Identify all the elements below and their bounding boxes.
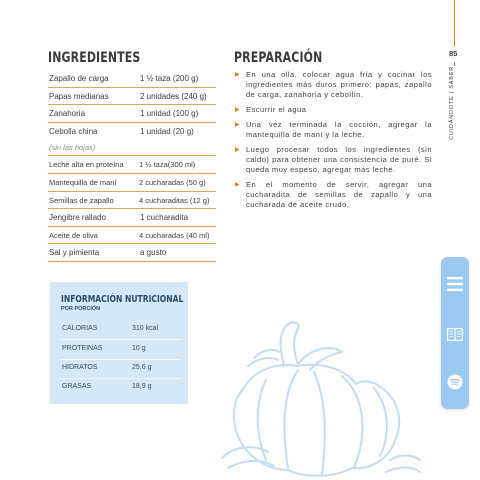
ingredients-table	[48, 70, 216, 262]
nutrition-row	[60, 378, 181, 397]
ingredient-name: Sal y pimienta	[49, 248, 100, 258]
ingredient-name: Jengibre rallado	[49, 213, 106, 223]
page-number: 85	[449, 49, 458, 58]
step-text: Escurrir el agua	[246, 105, 307, 114]
ingredient-row	[48, 174, 216, 192]
preparation-step	[234, 120, 432, 140]
bullet-icon: ▶	[235, 72, 241, 78]
step-text: Luego procesar todos los ingredientes (sin caldo) para obtener una consistencia de puré. Si queda muy espeso, agregar más leche.	[246, 145, 432, 174]
ingredient-qty: 1 unidad (20 g)	[140, 126, 194, 136]
page-accent-line	[454, 0, 455, 46]
nutrition-label: GRASAS	[62, 383, 92, 390]
bullet-icon: ▶	[235, 122, 241, 128]
nutrition-title: INFORMACIÓN NUTRICIONAL	[61, 294, 184, 305]
ingredient-qty: a gusto	[140, 248, 167, 258]
ingredient-note: (sin las hojas)	[49, 143, 96, 153]
ingredient-qty: 1 ½ taza(300 ml)	[139, 160, 196, 170]
ingredient-row	[48, 88, 216, 106]
preparation-steps	[234, 70, 432, 210]
ingredient-qty: 4 cucharadas (40 ml)	[139, 230, 210, 240]
step-text: Una vez terminada la cocción, agregar la mantequilla de maní y la leche.	[246, 120, 432, 139]
preparation-step	[234, 105, 432, 115]
ingredient-name: Aceite de oliva	[49, 230, 98, 240]
ingredient-qty: 4 cucharaditas (12 g)	[139, 195, 210, 205]
preparation-step	[234, 180, 432, 210]
bullet-icon: ▶	[235, 107, 241, 113]
ingredient-row	[48, 209, 216, 227]
ingredient-name: Zanahoria	[49, 109, 86, 119]
ingredient-row	[48, 70, 216, 88]
nutrition-row	[60, 340, 181, 360]
ingredient-name: Papas medianas	[49, 91, 109, 101]
menu-icon[interactable]	[447, 277, 463, 291]
preparation-step	[234, 145, 432, 175]
step-text: En una olla, colocar agua fría y cocinar los ingredientes más duros primero: papas, zapallo de carga, zanahoria y cebollín.	[246, 70, 432, 99]
spotify-icon[interactable]	[447, 374, 463, 390]
ingredient-qty: 1 unidad (100 g)	[140, 109, 199, 119]
nutrition-row	[60, 359, 181, 379]
ingredient-name: Zapallo de carga	[49, 74, 109, 83]
ingredient-name: Semillas de zapallo	[49, 195, 114, 205]
nutrition-row	[60, 320, 181, 340]
bullet-icon: ▶	[235, 182, 241, 188]
reader-sidebar	[441, 257, 469, 409]
ingredient-qty: 1 cucharadita	[140, 213, 189, 223]
ingredient-qty: 2 unidades (240 g)	[140, 91, 207, 101]
book-icon[interactable]	[447, 328, 463, 341]
ingredient-row	[48, 192, 216, 210]
section-label: CUIDÁNDOTE | SABER	[449, 66, 455, 140]
nutrition-panel	[50, 282, 188, 404]
nutrition-subtitle: POR PORCIÓN	[61, 306, 101, 312]
preparation-step	[234, 70, 432, 100]
nutrition-label: PROTEINAS	[62, 345, 103, 352]
bullet-icon: ▶	[235, 147, 241, 153]
ingredient-row	[48, 123, 216, 140]
ingredient-name: Cebolla china	[49, 126, 98, 136]
nutrition-value: 310 kcal	[132, 325, 159, 332]
ingredient-row	[48, 105, 216, 123]
ingredient-note-row	[48, 139, 216, 156]
ingredients-title: INGREDIENTES	[48, 50, 141, 66]
step-text: En el momento de servir, agregar una cucharadita de semillas de zapallo y una cucharada de aceite crudo.	[246, 180, 432, 209]
nutrition-value: 18,9 g	[132, 383, 152, 390]
ingredient-row	[48, 244, 216, 262]
ingredient-row	[48, 227, 216, 245]
ingredient-qty: 1 ½ taza (200 g)	[140, 74, 199, 83]
preparation-title: PREPARACIÓN	[234, 50, 323, 66]
nutrition-label: HIDRATOS	[62, 364, 98, 371]
nutrition-value: 10 g	[132, 345, 146, 352]
ingredient-qty: 2 cucharadas (50 g)	[139, 177, 206, 187]
ingredient-row	[48, 156, 216, 174]
ingredient-name: Mantequilla de maní	[49, 177, 117, 187]
nutrition-value: 25,6 g	[132, 364, 152, 371]
ingredient-name: Leche alta en proteína	[49, 160, 124, 170]
pumpkin-illustration	[214, 318, 424, 480]
nutrition-label: CALORIAS	[62, 325, 98, 332]
